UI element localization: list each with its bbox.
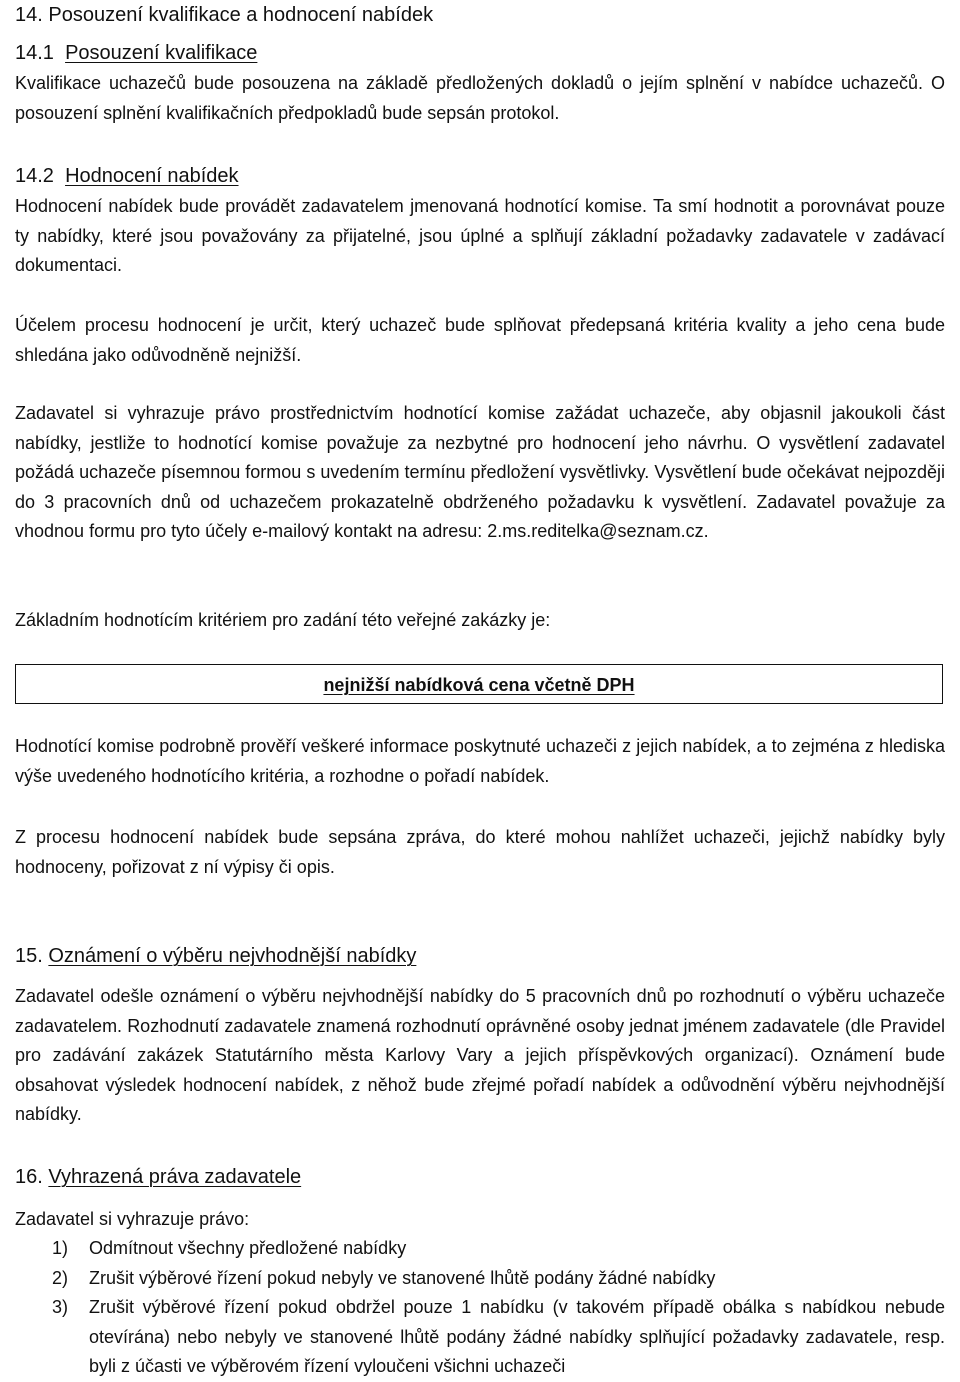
section-14-1-heading xyxy=(15,38,945,68)
section-15-number: 15. xyxy=(15,945,43,967)
section-15-heading xyxy=(15,941,945,971)
section-14-title: Posouzení kvalifikace a hodnocení nabídek xyxy=(48,4,434,26)
section-14-heading xyxy=(15,0,945,30)
section-16-title: Vyhrazená práva zadavatele xyxy=(48,1166,302,1188)
list-item-marker: 3) xyxy=(52,1297,69,1318)
section-14-2-heading xyxy=(15,161,945,191)
section-14-2-paragraph-2: Účelem procesu hodnocení je určit, který uchazeč bude splňovat předepsaná kritéria kvality a jeho cena bude shledána jako odůvodněně nejnižší. xyxy=(15,315,945,365)
criteria-intro: Základním hodnotícím kritériem pro zadání této veřejné zakázky je: xyxy=(15,610,551,630)
section-14-number: 14. xyxy=(15,4,43,26)
section-15-text: Zadavatel odešle oznámení o výběru nejvhodnější nabídky do 5 pracovních dnů po rozhodnutí o výběru uchazeče zadavatelem. Rozhodnutí zadavatele znamená rozhodnutí oprávněné osoby jednat jménem zadavatele (dle Pravidel pro zadávání zakázek Statutárního města Karlovy Vary a jejich příspěvkových organizací). Oznámení bude obsahovat výsledek hodnocení nabídek, z něhož bude zřejmé pořadí nabídek a odůvodnění výběru nejvhodnější nabídky. xyxy=(15,986,945,1125)
list-item xyxy=(15,1264,945,1294)
section-14-2-paragraph-3: Zadavatel si vyhrazuje právo prostřednictvím hodnotící komise zažádat uchazeče, aby objasnil jakoukoli část nabídky, jestliže to hodnotící komise považuje za nezbytné pro hodnocení jeho návrhu. O vysvětlení zadavatel požádá uchazeče písemnou formou s uvedením termínu předložení vysvětlivky. Vysvětlení bude očekávat nejpozději do 3 pracovních dnů od uchazečem prokazatelně obdrženého požadavku k vysvětlení. Zadavatel považuje za vhodnou formu pro tyto účely e-mailový kontakt na adresu: 2.ms.reditelka@seznam.cz. xyxy=(15,403,945,542)
section-14-1-number: 14.1 xyxy=(15,42,54,64)
criteria-box xyxy=(15,664,943,704)
section-14-2-paragraph-4: Hodnotící komise podrobně prověří veškeré informace poskytnuté uchazeči z jejich nabídek, a to zejména z hlediska výše uvedeného hodnotícího kritéria, a rozhodne o pořadí nabídek. xyxy=(15,736,945,786)
list-item-marker: 2) xyxy=(52,1267,69,1288)
criteria-text: nejnižší nabídková cena včetně DPH xyxy=(323,675,635,695)
list-item-marker: 1) xyxy=(52,1238,69,1258)
section-14-1-title: Posouzení kvalifikace xyxy=(65,42,258,64)
section-16-number: 16. xyxy=(15,1166,43,1188)
section-14-2-paragraph-1: Hodnocení nabídek bude provádět zadavatelem jmenovaná hodnotící komise. Ta smí hodnotit a porovnávat pouze ty nabídky, které jsou považovány za přijatelné, jsou úplné a splňují základní požadavky zadavatele v zadávací dokumentaci. xyxy=(15,196,945,276)
section-15-title: Oznámení o výběru nejvhodnější nabídky xyxy=(48,945,417,967)
section-14-2-title: Hodnocení nabídek xyxy=(65,165,239,187)
list-item xyxy=(15,1293,945,1382)
section-16-intro: Zadavatel si vyhrazuje právo: xyxy=(15,1209,250,1229)
list-item-text: Odmítnout všechny předložené nabídky xyxy=(89,1238,407,1258)
section-16-heading xyxy=(15,1162,945,1192)
section-14-2-number: 14.2 xyxy=(15,165,54,187)
list-item xyxy=(15,1234,945,1264)
list-item-text: Zrušit výběrové řízení pokud obdržel pouze 1 nabídku (v takovém případě obálka s nabídkou nebude otevírána) nebo nebyly ve stanovené lhůtě podány žádné nabídky splňující požadavky zadavatele, resp. byli z účasti ve výběrovém řízení vyloučeni všichni uchazeči xyxy=(89,1297,945,1377)
list-item-text: Zrušit výběrové řízení pokud nebyly ve stanovené lhůtě podány žádné nabídky xyxy=(89,1267,716,1288)
reserved-rights-list xyxy=(15,1234,945,1382)
section-14-1-text: Kvalifikace uchazečů bude posouzena na základě předložených dokladů o jejím splnění v nabídce uchazečů. O posouzení splnění kvalifikačních předpokladů bude sepsán protokol. xyxy=(15,73,945,123)
section-14-2-paragraph-5: Z procesu hodnocení nabídek bude sepsána zpráva, do které mohou nahlížet uchazeči, jejichž nabídky byly hodnoceny, pořizovat z ní výpisy či opis. xyxy=(15,827,945,877)
